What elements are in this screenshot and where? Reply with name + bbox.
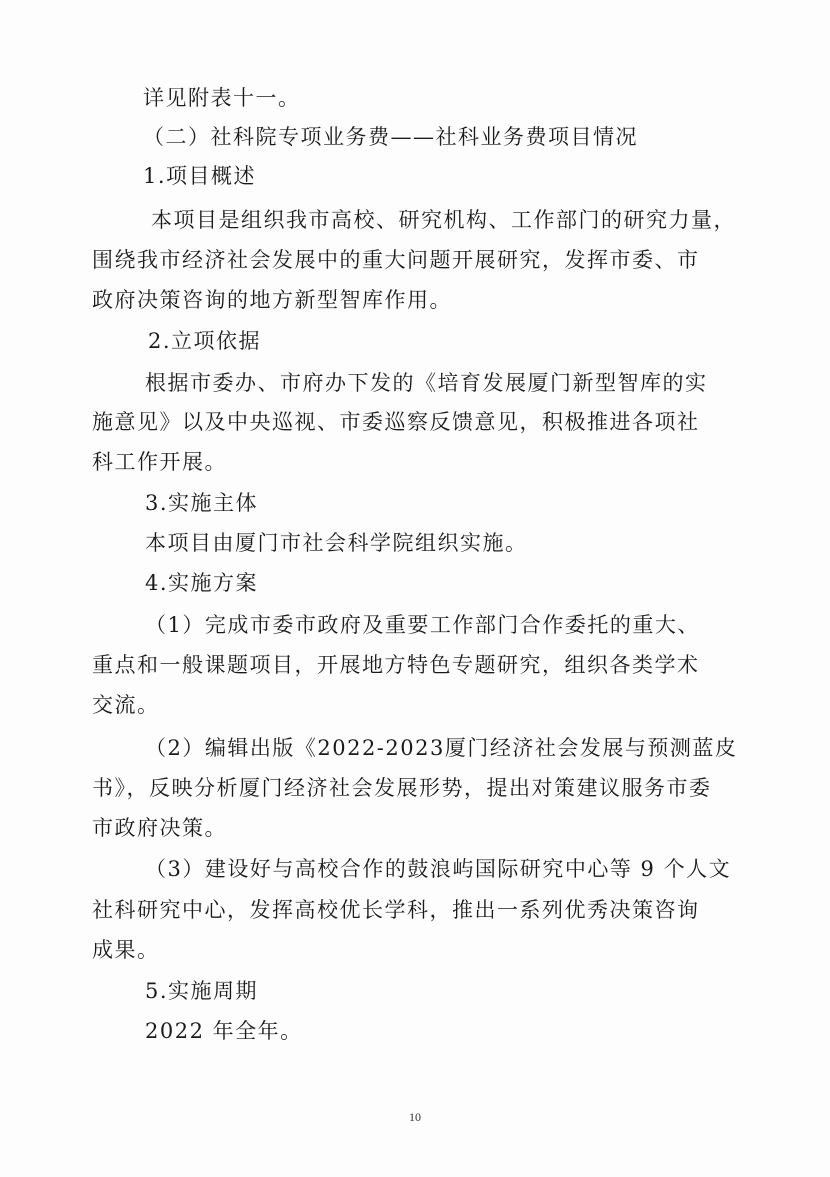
text-line: 根据市委办、市府办下发的《培育发展厦门新型智库的实 (145, 371, 708, 395)
text-line: 本项目是组织我市高校、研究机构、工作部门的研究力量， (151, 208, 736, 232)
page-number: 10 (409, 1110, 421, 1124)
subsection-heading: 2.立项依据 (148, 329, 262, 353)
text-line: 围绕我市经济社会发展中的重大问题开展研究，发挥市委、市 (92, 248, 700, 272)
text-line: 市政府决策。 (92, 816, 227, 840)
text-line: 成果。 (92, 938, 160, 962)
subsection-heading: 5.实施周期 (145, 979, 259, 1003)
text-line: 书》，反映分析厦门经济社会发展形势，提出对策建议服务市委 (92, 776, 712, 800)
text-line: 本项目由厦门市社会科学院组织实施。 (145, 531, 528, 555)
text-line: 重点和一般课题项目，开展地方特色专题研究，组织各类学术 (92, 653, 700, 677)
text-line: 交流。 (92, 693, 160, 717)
text-line: 详见附表十一。 (143, 86, 301, 110)
section-heading: （二）社科院专项业务费——社科业务费项目情况 (143, 125, 638, 149)
text-line: 社科研究中心，发挥高校优长学科，推出一系列优秀决策咨询 (92, 898, 700, 922)
text-line: （1）完成市委市政府及重要工作部门合作委托的重大、 (145, 613, 700, 637)
subsection-heading: 3.实施主体 (145, 491, 259, 515)
text-line: 施意见》以及中央巡视、市委巡察反馈意见，积极推进各项社 (92, 410, 700, 434)
text-line: 科工作开展。 (92, 450, 227, 474)
text-line: （2）编辑出版《2022-2023厦门经济社会发展与预测蓝皮 (145, 736, 738, 760)
text-line: 2022 年全年。 (145, 1019, 303, 1043)
text-line: （3）建设好与高校合作的鼓浪屿国际研究中心等 9 个人文 (145, 857, 732, 881)
subsection-heading: 1.项目概述 (143, 164, 257, 188)
subsection-heading: 4.实施方案 (145, 571, 259, 595)
text-line: 政府决策咨询的地方新型智库作用。 (92, 288, 452, 312)
